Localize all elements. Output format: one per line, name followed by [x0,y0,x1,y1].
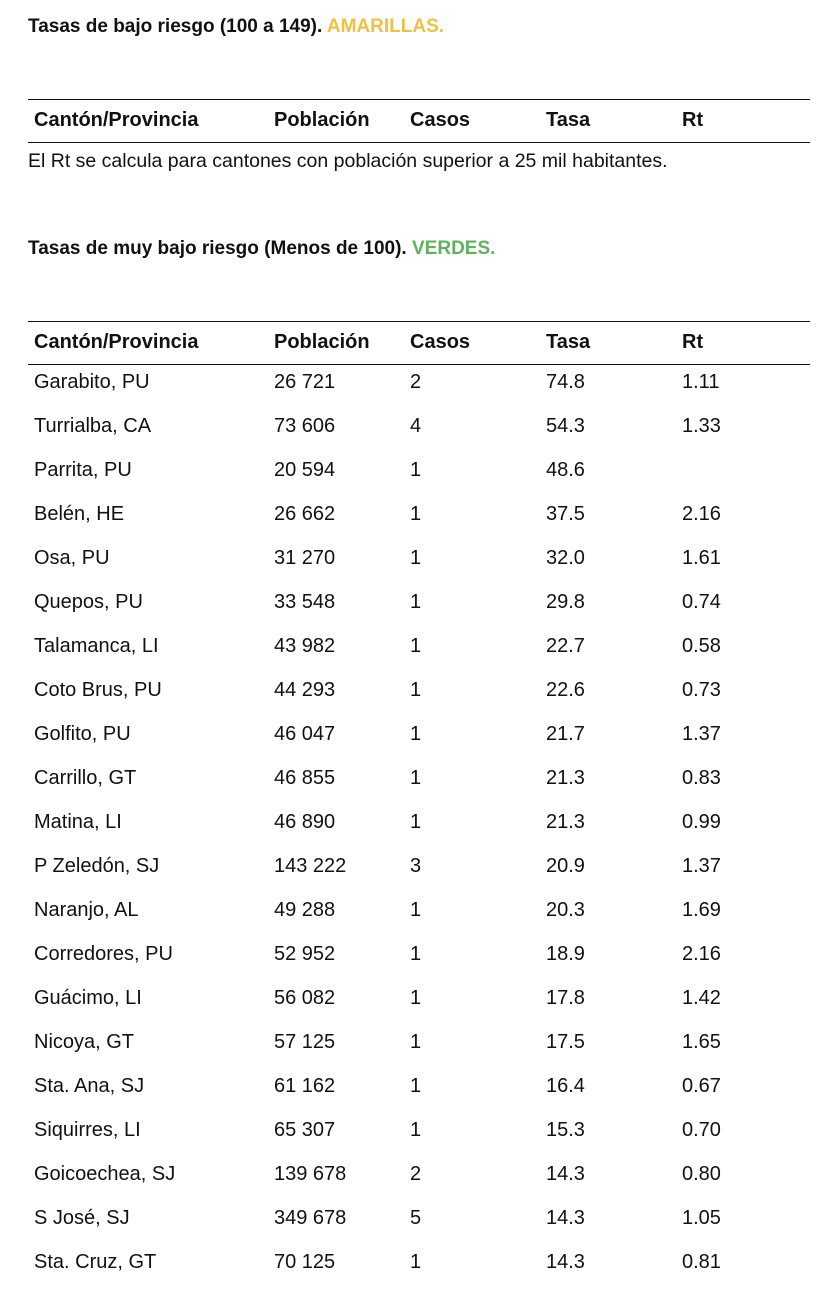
rt-cell: 1.05 [682,1207,721,1229]
poblacion-cell: 61 162 [274,1075,336,1097]
rt-cell: 0.73 [682,679,721,701]
rt-cell: 1.33 [682,415,721,437]
poblacion-cell: 52 952 [274,943,336,965]
table-row [28,673,810,717]
tasa-cell: 37.5 [546,503,585,525]
table-row [28,1245,810,1289]
green-table-body [28,365,810,1289]
table-row [28,849,810,893]
rt-cell: 1.37 [682,855,721,877]
canton-cell: Garabito, PU [34,371,150,393]
poblacion-cell: 56 082 [274,987,336,1009]
table-row [28,805,810,849]
poblacion-cell: 57 125 [274,1031,336,1053]
yellow-heading-text: Tasas de bajo riesgo (100 a 149). [28,16,323,37]
canton-cell: Nicoya, GT [34,1031,135,1053]
rt-cell: 2.16 [682,503,721,525]
column-header-casos: Casos [410,331,471,353]
tasa-cell: 14.3 [546,1207,585,1229]
poblacion-cell: 46 047 [274,723,336,745]
casos-cell: 1 [410,1119,422,1141]
poblacion-cell: 20 594 [274,459,336,481]
column-header-poblacion: Población [274,331,370,353]
table-row [28,1025,810,1069]
table-row [28,717,810,761]
tasa-cell: 14.3 [546,1163,585,1185]
tasa-cell: 20.3 [546,899,585,921]
table-row [28,893,810,937]
poblacion-cell: 46 855 [274,767,336,789]
poblacion-cell: 65 307 [274,1119,336,1141]
tasa-cell: 32.0 [546,547,585,569]
casos-cell: 5 [410,1207,422,1229]
canton-cell: Naranjo, AL [34,899,139,921]
poblacion-cell: 46 890 [274,811,336,833]
column-header-poblacion: Población [274,109,370,131]
rt-cell: 0.81 [682,1251,721,1273]
column-header-rt: Rt [682,331,704,353]
poblacion-cell: 143 222 [274,855,347,877]
rt-cell: 1.65 [682,1031,721,1053]
table-row [28,1069,810,1113]
poblacion-cell: 44 293 [274,679,336,701]
tasa-cell: 21.3 [546,767,585,789]
casos-cell: 2 [410,371,422,393]
canton-cell: Sta. Ana, SJ [34,1075,145,1097]
canton-cell: Belén, HE [34,503,125,525]
casos-cell: 1 [410,503,422,525]
casos-cell: 1 [410,943,422,965]
canton-cell: Matina, LI [34,811,122,833]
tasa-cell: 20.9 [546,855,585,877]
casos-cell: 1 [410,459,422,481]
rt-cell: 0.83 [682,767,721,789]
casos-cell: 2 [410,1163,422,1185]
tasa-cell: 17.8 [546,987,585,1009]
poblacion-cell: 139 678 [274,1163,347,1185]
rt-cell: 2.16 [682,943,721,965]
tasa-cell: 54.3 [546,415,585,437]
rt-cell: 0.70 [682,1119,721,1141]
table-row [28,585,810,629]
rt-cell: 0.74 [682,591,721,613]
column-header-canton: Cantón/Provincia [34,331,199,353]
canton-cell: S José, SJ [34,1207,130,1229]
tasa-cell: 74.8 [546,371,585,393]
canton-cell: Goicoechea, SJ [34,1163,176,1185]
table-row [28,497,810,541]
yellow-section-heading [28,16,444,38]
rt-cell: 1.11 [682,371,720,393]
rt-cell: 1.69 [682,899,721,921]
table-row [28,937,810,981]
table-row [28,1157,810,1201]
table-row [28,453,810,497]
green-heading-text: Tasas de muy bajo riesgo (Menos de 100). [28,238,407,259]
rt-cell: 0.58 [682,635,721,657]
table-row [28,541,810,585]
canton-cell: Corredores, PU [34,943,173,965]
rt-cell: 1.37 [682,723,721,745]
yellow-table-header-row [28,99,810,143]
tasa-cell: 22.6 [546,679,585,701]
tasa-cell: 16.4 [546,1075,585,1097]
casos-cell: 1 [410,679,422,701]
casos-cell: 1 [410,723,422,745]
yellow-heading-accent: AMARILLAS. [326,16,445,37]
tasa-cell: 18.9 [546,943,585,965]
canton-cell: Carrillo, GT [34,767,137,789]
casos-cell: 1 [410,899,422,921]
tasa-cell: 17.5 [546,1031,585,1053]
poblacion-cell: 49 288 [274,899,336,921]
rt-cell: 0.99 [682,811,721,833]
green-section-heading [28,238,495,260]
column-header-tasa: Tasa [546,109,591,131]
poblacion-cell: 73 606 [274,415,336,437]
casos-cell: 1 [410,767,422,789]
casos-cell: 3 [410,855,422,877]
poblacion-cell: 26 662 [274,503,336,525]
canton-cell: Parrita, PU [34,459,132,481]
rt-note: El Rt se calcula para cantones con población superior a 25 mil habitantes. [28,150,668,172]
tasa-cell: 14.3 [546,1251,585,1273]
table-row [28,409,810,453]
casos-cell: 1 [410,1075,422,1097]
canton-cell: Talamanca, LI [34,635,159,657]
canton-cell: Guácimo, LI [34,987,142,1009]
rt-cell: 1.61 [682,547,721,569]
canton-cell: Siquirres, LI [34,1119,141,1141]
green-risk-table [28,321,810,1289]
casos-cell: 4 [410,415,422,437]
column-header-casos: Casos [410,109,471,131]
tasa-cell: 15.3 [546,1119,585,1141]
column-header-tasa: Tasa [546,331,591,353]
table-row [28,981,810,1025]
casos-cell: 1 [410,591,422,613]
casos-cell: 1 [410,1031,422,1053]
column-header-canton: Cantón/Provincia [34,109,199,131]
green-heading-accent: VERDES. [412,238,496,259]
canton-cell: P Zeledón, SJ [34,855,160,877]
poblacion-cell: 26 721 [274,371,336,393]
table-row [28,761,810,805]
tasa-cell: 48.6 [546,459,585,481]
tasa-cell: 22.7 [546,635,585,657]
table-row [28,365,810,409]
rt-cell: 1.42 [682,987,721,1009]
casos-cell: 1 [410,635,422,657]
casos-cell: 1 [410,1251,422,1273]
casos-cell: 1 [410,811,422,833]
poblacion-cell: 349 678 [274,1207,347,1229]
tasa-cell: 21.3 [546,811,585,833]
poblacion-cell: 70 125 [274,1251,336,1273]
casos-cell: 1 [410,987,422,1009]
tasa-cell: 21.7 [546,723,585,745]
poblacion-cell: 31 270 [274,547,336,569]
rt-cell: 0.80 [682,1163,721,1185]
rt-cell: 0.67 [682,1075,721,1097]
green-table-header-row [28,321,810,365]
canton-cell: Coto Brus, PU [34,679,162,701]
canton-cell: Sta. Cruz, GT [34,1251,157,1273]
canton-cell: Turrialba, CA [34,415,152,437]
canton-cell: Osa, PU [34,547,110,569]
canton-cell: Quepos, PU [34,591,143,613]
table-row [28,1201,810,1245]
table-row [28,629,810,673]
poblacion-cell: 33 548 [274,591,336,613]
poblacion-cell: 43 982 [274,635,336,657]
table-row [28,1113,810,1157]
column-header-rt: Rt [682,109,704,131]
yellow-risk-table [28,99,810,143]
canton-cell: Golfito, PU [34,723,131,745]
casos-cell: 1 [410,547,422,569]
tasa-cell: 29.8 [546,591,585,613]
